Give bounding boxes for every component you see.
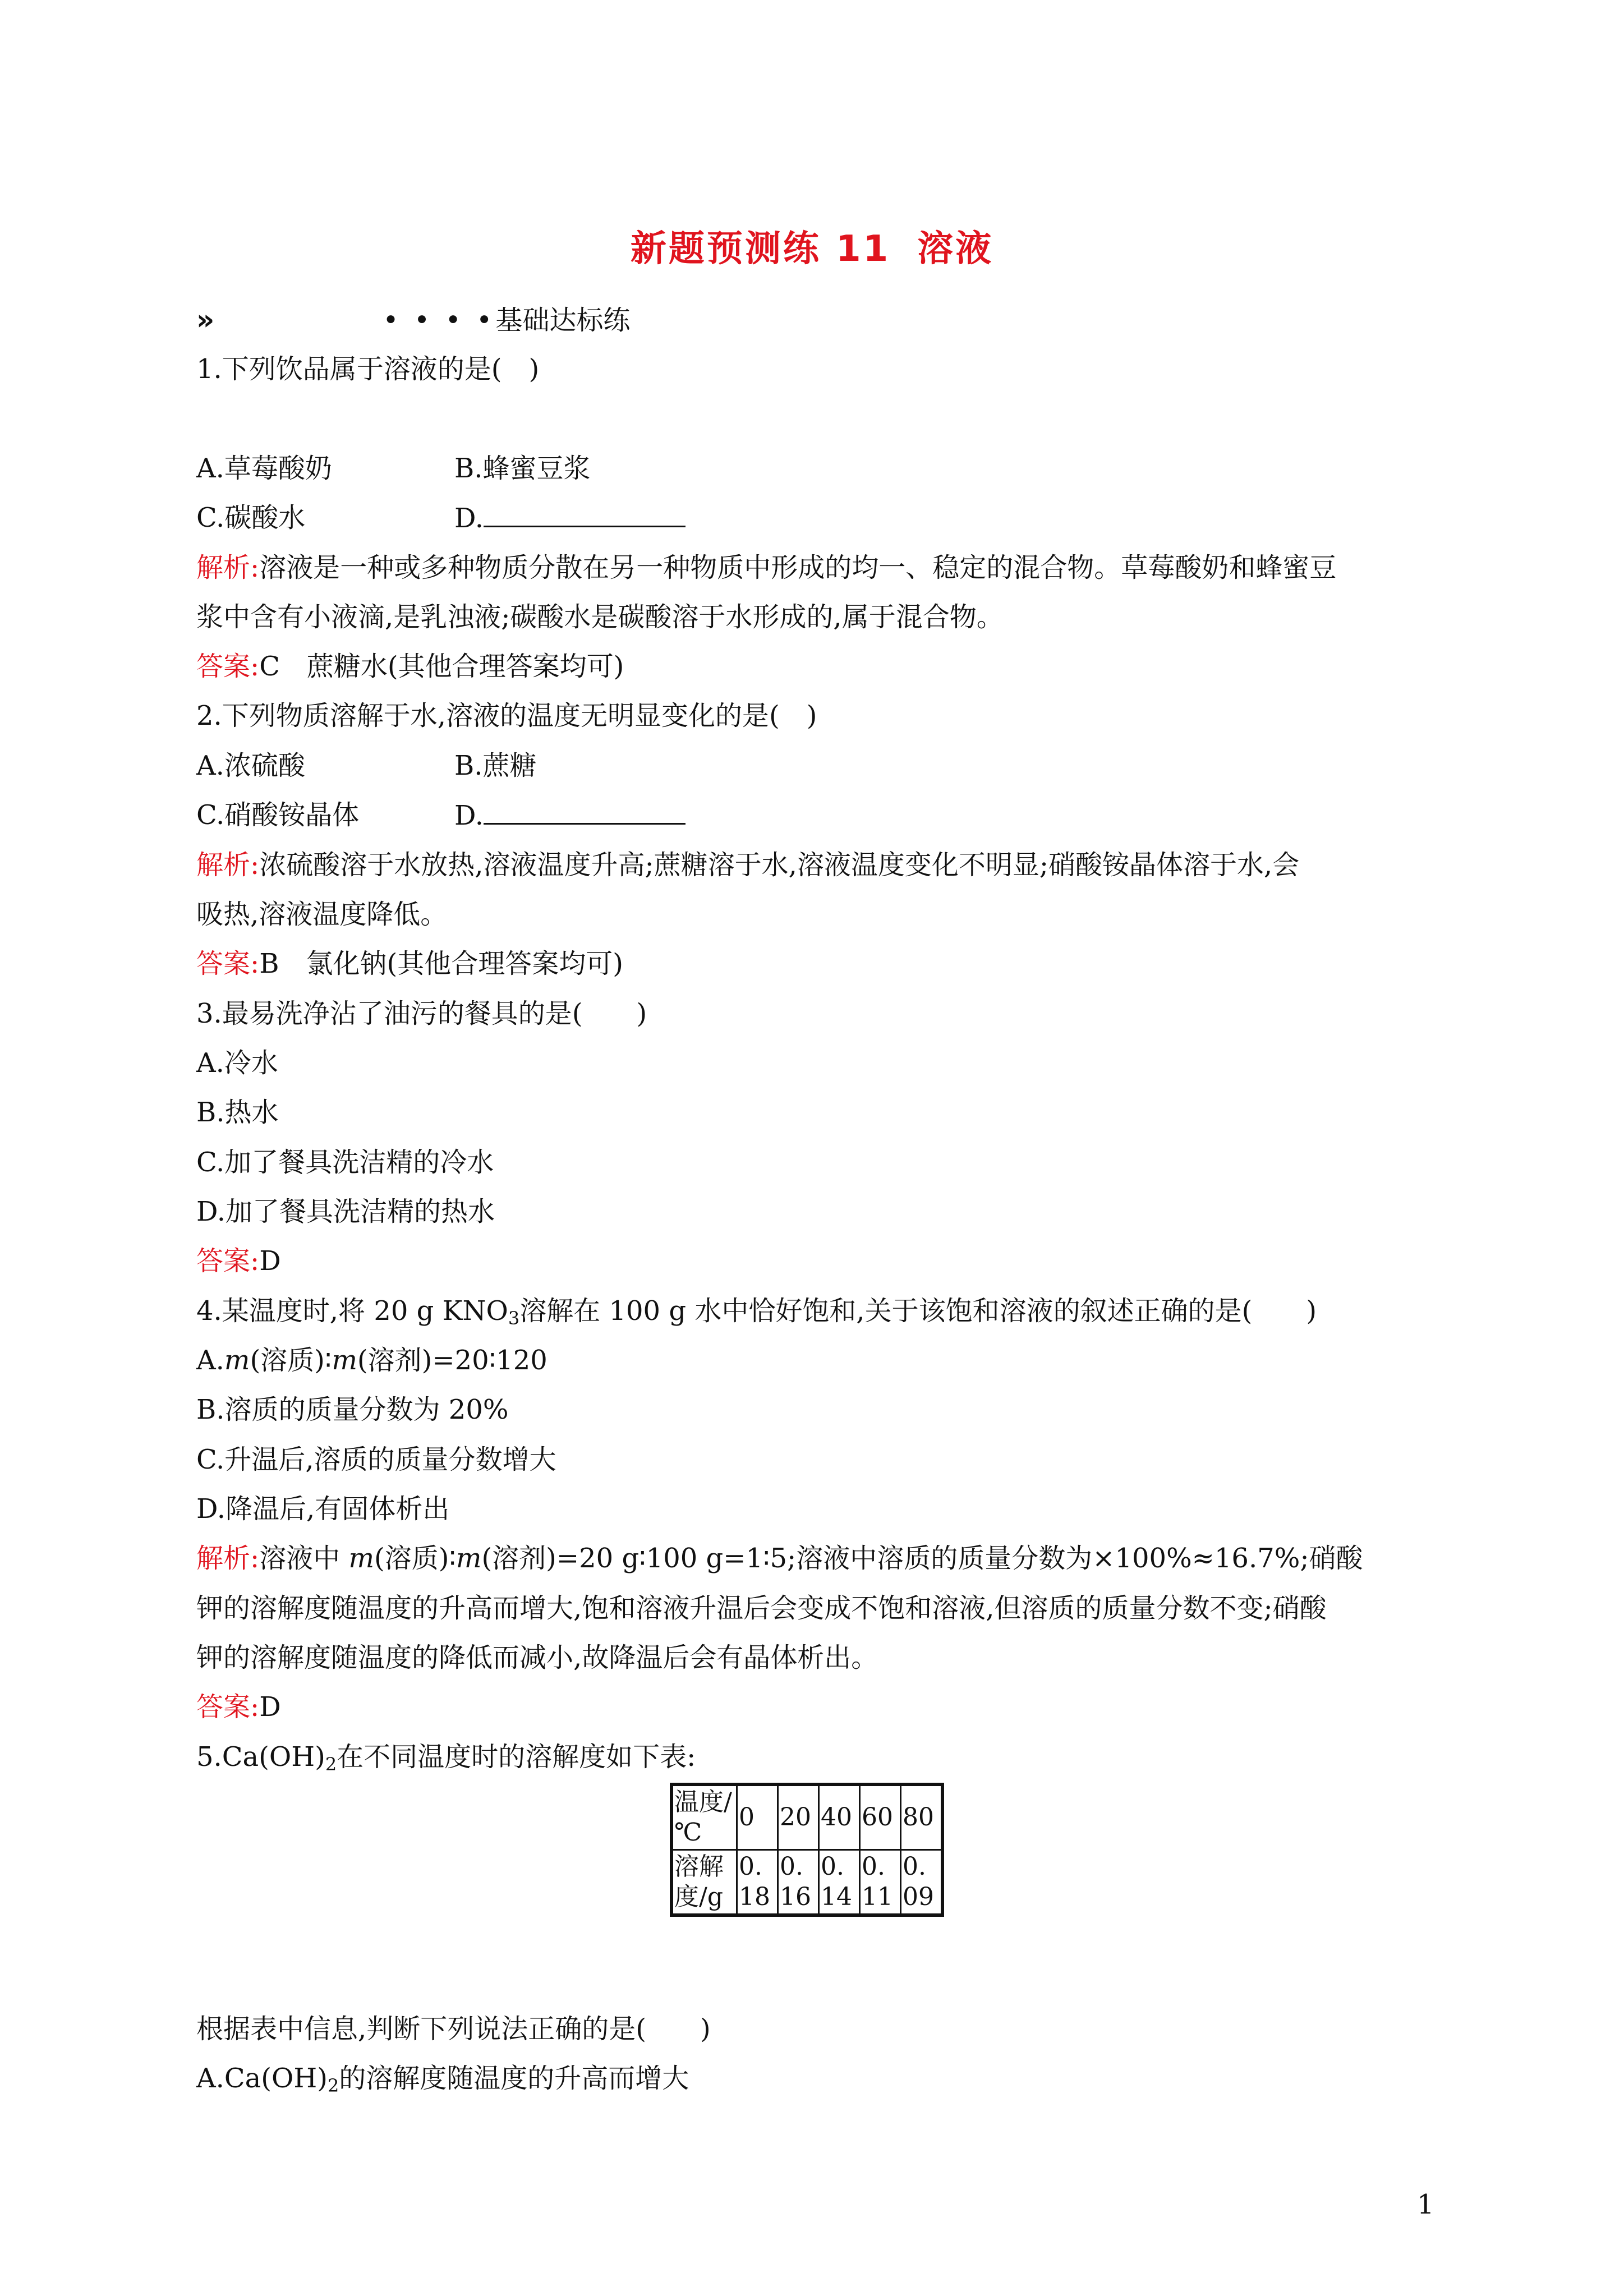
q5-stem-a: 5.Ca(OH) <box>196 1741 325 1773</box>
q4-stem-sub: 3 <box>508 1308 520 1329</box>
q1-stem: 1.下列饮品属于溶液的是( ) <box>196 353 540 385</box>
title-part1: 新题预测练 11 <box>630 228 891 270</box>
q2-blank <box>484 798 686 825</box>
table-row-solubility <box>671 1850 942 1916</box>
table-cell: 0.11 <box>860 1850 901 1916</box>
q4-analysis-m2: m <box>456 1543 482 1574</box>
q5-stem-b: 在不同温度时的溶解度如下表: <box>337 1741 696 1773</box>
q1-option-b: B.蜂蜜豆浆 <box>454 453 591 484</box>
q1-analysis-text1: 溶液是一种或多种物质分散在另一种物质中形成的均一、稳定的混合物。草莓酸奶和蜂蜜豆 <box>259 552 1337 583</box>
q5-option-a <box>196 2062 689 2095</box>
q2-option-a: A.浓硫酸 <box>196 750 305 781</box>
q4-option-a-t2: (溶剂)=20∶120 <box>357 1345 548 1376</box>
table-cell: 0.09 <box>901 1850 943 1916</box>
q1-analysis-line1 <box>196 551 1336 585</box>
table-cell: 80 <box>901 1784 943 1850</box>
q2-option-d <box>454 798 686 832</box>
solubility-table <box>670 1783 944 1917</box>
q1-answer <box>196 650 624 683</box>
table-header-temperature: 温度/℃ <box>671 1784 737 1850</box>
q2-option-c: C.硝酸铵晶体 <box>196 799 360 831</box>
q3-stem: 3.最易洗净沾了油污的餐具的是( ) <box>196 998 647 1029</box>
q1-option-row2 <box>196 501 484 535</box>
q4-answer-text: D <box>259 1691 281 1723</box>
q2-option-row1 <box>196 749 537 783</box>
table-cell: 0 <box>737 1784 778 1850</box>
q4-stem <box>196 1294 1317 1328</box>
q2-stem: 2.下列物质溶解于水,溶液的温度无明显变化的是( ) <box>196 700 817 731</box>
table-cell: 60 <box>860 1784 901 1850</box>
q4-answer <box>196 1690 281 1724</box>
q4-analysis-t2: (溶剂)=20 g∶100 g=1∶5;溶液中溶质的质量分数为×100%≈16.7%;硝酸 <box>481 1543 1363 1574</box>
q3-option-b: B.热水 <box>196 1097 279 1128</box>
q4-analysis-m1: m <box>348 1543 374 1574</box>
q3-option-a: A.冷水 <box>196 1047 278 1079</box>
q5-stem-sub: 2 <box>325 1754 337 1775</box>
q5-stem <box>196 1740 696 1774</box>
q1-option-row1 <box>196 452 591 485</box>
q1-option-a: A.草莓酸奶 <box>196 453 332 484</box>
q3-option-c: C.加了餐具洗洁精的冷水 <box>196 1147 494 1178</box>
q2-analysis-label: 解析: <box>196 849 260 881</box>
q1-analysis-label: 解析: <box>196 552 260 583</box>
q2-answer <box>196 947 623 981</box>
q4-analysis-line3: 钾的溶解度随温度的降低而减小,故降温后会有晶体析出。 <box>196 1642 878 1673</box>
q2-option-b: B.蔗糖 <box>454 750 537 781</box>
table-row-temperature <box>671 1784 942 1850</box>
q2-answer-label: 答案: <box>196 948 260 979</box>
section-dots: • • • • <box>383 305 496 336</box>
q1-option-d-label: D. <box>454 503 484 534</box>
q4-answer-label: 答案: <box>196 1691 260 1723</box>
q4-option-a-m2: m <box>332 1345 357 1376</box>
q5-question: 根据表中信息,判断下列说法正确的是( ) <box>196 2013 711 2045</box>
title-part2: 溶液 <box>917 228 994 270</box>
q4-option-a <box>196 1343 548 1377</box>
q4-stem-a: 4.某温度时,将 20 g KNO <box>196 1295 508 1327</box>
q2-analysis-text1: 浓硫酸溶于水放热,溶液温度升高;蔗糖溶于水,溶液温度变化不明显;硝酸铵晶体溶于水,会 <box>259 849 1300 881</box>
q4-option-b: B.溶质的质量分数为 20% <box>196 1394 509 1425</box>
q1-option-d <box>454 501 686 535</box>
q3-answer-text: D <box>259 1245 281 1277</box>
page-number: 1 <box>1417 2189 1434 2220</box>
q4-analysis-t1: (溶质)∶ <box>374 1543 456 1574</box>
q4-analysis-line2: 钾的溶解度随温度的升高而增大,饱和溶液升温后会变成不饱和溶液,但溶质的质量分数不变;硝酸 <box>196 1593 1327 1624</box>
q4-option-a-t1: (溶质)∶ <box>250 1345 332 1376</box>
q5-option-a-a: A.Ca(OH) <box>196 2063 328 2094</box>
q2-option-d-label: D. <box>454 800 484 831</box>
section-header <box>196 303 630 337</box>
q4-option-a-m1: m <box>224 1345 250 1376</box>
q4-analysis-pre: 溶液中 <box>259 1543 349 1574</box>
table-cell: 20 <box>778 1784 819 1850</box>
q4-option-c: C.升温后,溶质的质量分数增大 <box>196 1444 556 1475</box>
q5-option-a-sub: 2 <box>327 2075 339 2096</box>
table-cell: 40 <box>819 1784 860 1850</box>
q3-option-d: D.加了餐具洗洁精的热水 <box>196 1196 495 1227</box>
q4-option-d: D.降温后,有固体析出 <box>196 1493 450 1525</box>
q4-stem-b: 溶解在 100 g 水中恰好饱和,关于该饱和溶液的叙述正确的是( ) <box>519 1295 1317 1327</box>
page-title <box>0 220 1624 272</box>
q2-analysis-line2: 吸热,溶液温度降低。 <box>196 899 448 930</box>
section-label: 基础达标练 <box>495 305 631 336</box>
q1-option-c: C.碳酸水 <box>196 502 306 533</box>
table-cell: 0.18 <box>737 1850 778 1916</box>
q2-answer-text: B 氯化钠(其他合理答案均可) <box>259 948 623 979</box>
double-chevron-icon: » <box>196 303 215 336</box>
q3-answer <box>196 1244 281 1278</box>
table-cell: 0.14 <box>819 1850 860 1916</box>
q1-answer-text: C 蔗糖水(其他合理答案均可) <box>259 651 624 682</box>
q4-analysis-label: 解析: <box>196 1543 260 1574</box>
q2-analysis-line1 <box>196 848 1299 882</box>
q5-option-a-b: 的溶解度随温度的升高而增大 <box>339 2063 689 2094</box>
q4-option-a-pre: A. <box>196 1345 224 1376</box>
table-cell: 0.16 <box>778 1850 819 1916</box>
q1-analysis-line2: 浆中含有小液滴,是乳浊液;碳酸水是碳酸溶于水形成的,属于混合物。 <box>196 601 1004 633</box>
table-header-solubility: 溶解度/g <box>671 1850 737 1916</box>
q2-option-row2 <box>196 798 484 832</box>
q1-blank <box>484 501 686 527</box>
q4-analysis-line1 <box>196 1542 1363 1575</box>
q1-answer-label: 答案: <box>196 651 260 682</box>
q3-answer-label: 答案: <box>196 1245 260 1277</box>
